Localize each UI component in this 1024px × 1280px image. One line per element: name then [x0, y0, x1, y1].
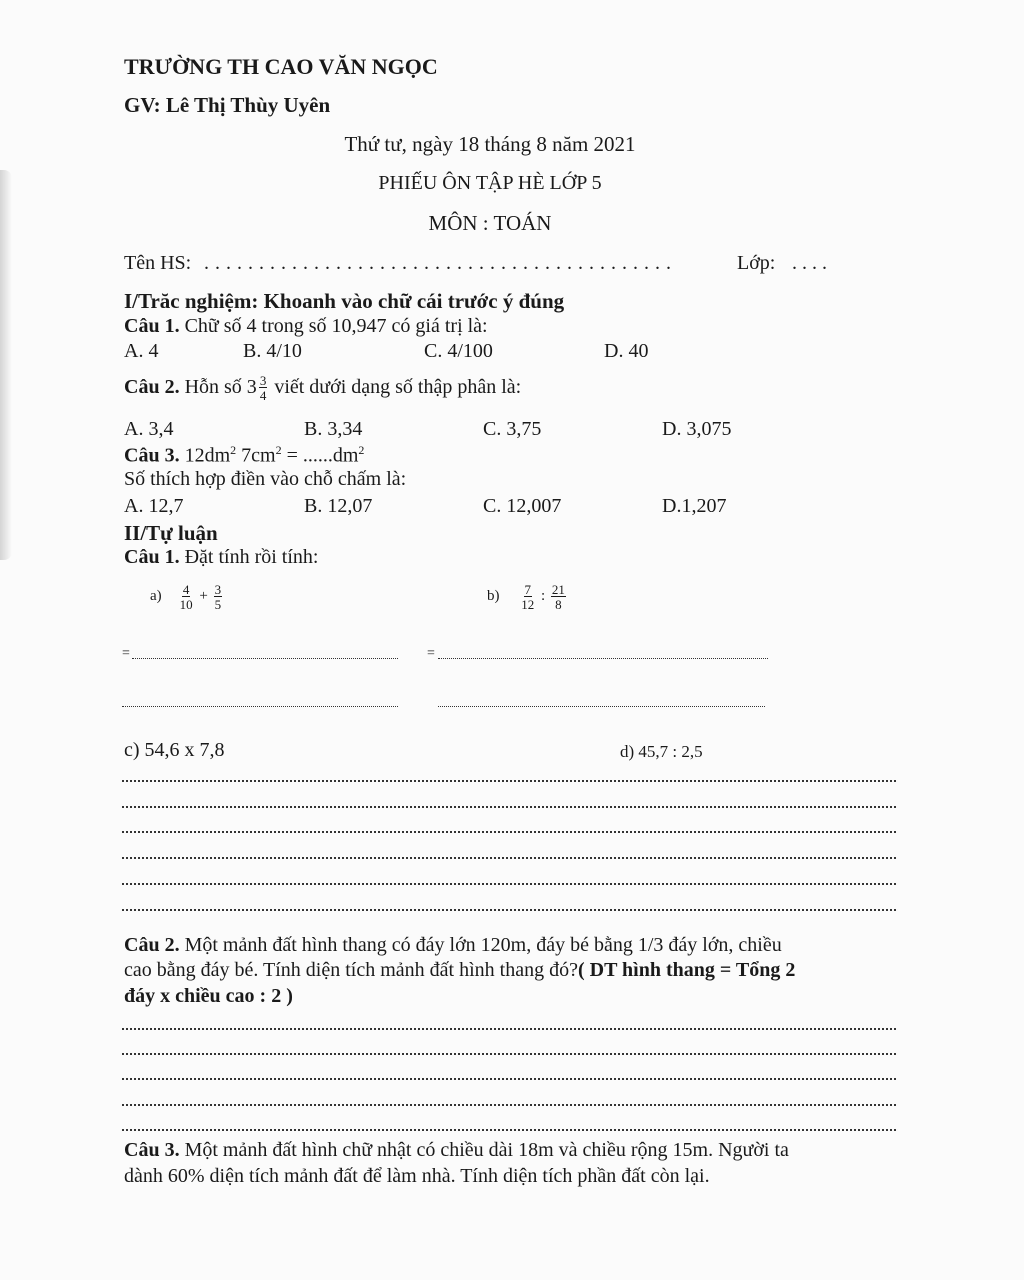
q2-option-d[interactable]: D. 3,075: [662, 418, 732, 440]
q2-line: [124, 370, 521, 404]
expr-c: c) 54,6 x 7,8: [124, 739, 225, 761]
expr-b-op: :: [541, 588, 546, 604]
q1-option-b[interactable]: B. 4/10: [243, 340, 302, 362]
answer-line-q2-3[interactable]: [122, 1078, 896, 1080]
answer-line-cd1[interactable]: [122, 780, 896, 782]
q1-line: [124, 315, 488, 338]
expr-b-num2: 21: [551, 581, 565, 597]
q3-sup-c: 2: [358, 443, 365, 457]
p2-q2-text2a: cao bằng đáy bé. Tính diện tích mảnh đất hình thang đó?: [124, 959, 578, 981]
worksheet-title: PHIẾU ÔN TẬP HÈ LỚP 5: [378, 172, 602, 194]
expr-a-num1: 4: [182, 581, 190, 597]
q2-option-b[interactable]: B. 3,34: [304, 418, 363, 440]
q3-expr-a: 12dm: [184, 444, 231, 467]
answer-line-q2-1[interactable]: [122, 1028, 896, 1030]
answer-line-q2-4[interactable]: [122, 1104, 896, 1106]
q1-text: Chữ số 4 trong số 10,947 có giá trị là:: [184, 315, 488, 337]
expr-a-frac1: [179, 583, 194, 611]
p2-q3-line2: dành 60% diện tích mảnh đất để làm nhà. Tính diện tích phần đất còn lại.: [124, 1165, 710, 1187]
p2-q2-line2: [124, 959, 795, 982]
q3-option-c[interactable]: C. 12,007: [483, 495, 562, 517]
q2-label: Câu 2.: [124, 376, 180, 398]
p2-q2-line3: đáy x chiều cao : 2 ): [124, 985, 293, 1007]
part2-heading: II/Tự luận: [124, 521, 218, 545]
expr-b-label: b): [487, 588, 500, 604]
answer-line-q2-2[interactable]: [122, 1053, 896, 1055]
answer-line-q2-5[interactable]: [122, 1129, 896, 1131]
student-name-label: Tên HS:: [124, 252, 192, 274]
expr-b: [487, 574, 568, 618]
answer-line-b2[interactable]: [438, 706, 765, 707]
answer-line-cd2[interactable]: [122, 806, 896, 808]
expr-b-num1: 7: [524, 581, 531, 597]
expr-b-frac1: [520, 583, 535, 611]
q3-text: Số thích hợp điền vào chỗ chấm là:: [124, 468, 407, 490]
answer-line-cd4[interactable]: [122, 857, 896, 859]
q1-label: Câu 1.: [124, 315, 180, 337]
school-name: TRƯỜNG TH CAO VĂN NGỌC: [124, 54, 438, 79]
student-name-field[interactable]: . . . . . . . . . . . . . . . . . . . . . . . . . . . . . . . . . . . . . . . . . . .: [204, 252, 672, 274]
q1-option-d[interactable]: D. 40: [604, 340, 649, 362]
teacher-name: GV: Lê Thị Thùy Uyên: [124, 93, 331, 117]
expr-a-op: +: [199, 588, 208, 604]
p2-q3-line1: [124, 1139, 789, 1162]
q3-line: [124, 443, 364, 468]
q3-option-d[interactable]: D.1,207: [662, 495, 727, 517]
q2-text-before: Hỗn số 3: [184, 376, 257, 398]
expr-b-frac2: [551, 583, 566, 611]
q2-option-c[interactable]: C. 3,75: [483, 418, 542, 440]
answer-line-cd6[interactable]: [122, 909, 896, 911]
p2-q2-label: Câu 2.: [124, 934, 180, 956]
q2-frac-den: 4: [259, 388, 267, 404]
expr-b-den2: 8: [555, 596, 562, 612]
eq-sign-b: =: [427, 646, 435, 661]
p2-q1-label: Câu 1.: [124, 546, 180, 568]
expr-d: d) 45,7 : 2,5: [620, 742, 703, 761]
answer-line-cd3[interactable]: [122, 831, 896, 833]
subject-title: MÔN : TOÁN: [428, 211, 552, 235]
eq-sign-a: =: [122, 646, 130, 661]
p2-q3-text1: Một mảnh đất hình chữ nhật có chiều dài 18m và chiều rộng 15m. Người ta: [184, 1139, 789, 1161]
q2-text-after: viết dưới dạng số thập phân là:: [274, 376, 522, 398]
p2-q2-line1: [124, 934, 782, 957]
expr-a-den1: 10: [179, 596, 193, 612]
answer-line-a2[interactable]: [122, 706, 398, 707]
p2-q2-text1: Một mảnh đất hình thang có đáy lớn 120m, đáy bé bằng 1/3 đáy lớn, chiều: [184, 934, 782, 956]
p2-q3-label: Câu 3.: [124, 1139, 180, 1161]
class-field[interactable]: . . . .: [792, 252, 827, 274]
q1-option-a[interactable]: A. 4: [124, 340, 159, 362]
expr-a-frac2: [214, 583, 223, 611]
p2-q1-line: [124, 546, 318, 569]
answer-line-cd5[interactable]: [122, 883, 896, 885]
q3-option-a[interactable]: A. 12,7: [124, 495, 184, 517]
q3-expr-c: = ......dm: [281, 444, 359, 467]
q2-option-a[interactable]: A. 3,4: [124, 418, 174, 440]
answer-line-b1[interactable]: [438, 658, 768, 659]
expr-a-num2: 3: [214, 581, 222, 597]
q3-sup-a: 2: [230, 443, 237, 457]
expr-b-den1: 12: [521, 596, 535, 612]
part1-heading: I/Trăc nghiệm: Khoanh vào chữ cái trước ý đúng: [124, 289, 565, 313]
expr-a: [150, 574, 224, 618]
q2-frac-num: 3: [259, 373, 267, 389]
q2-fraction: [259, 374, 268, 402]
answer-line-a1[interactable]: [132, 658, 398, 659]
p2-q2-text2b: ( DT hình thang = Tổng 2: [577, 959, 796, 981]
date-line: Thứ tư, ngày 18 tháng 8 năm 2021: [344, 132, 636, 156]
q3-option-b[interactable]: B. 12,07: [304, 495, 373, 517]
p2-q1-text: Đặt tính rồi tính:: [184, 546, 319, 568]
q3-sup-b: 2: [275, 443, 282, 457]
expr-a-label: a): [150, 588, 162, 604]
q3-expr-b: 7cm: [236, 444, 276, 467]
q1-option-c[interactable]: C. 4/100: [424, 340, 493, 362]
expr-a-den2: 5: [214, 596, 222, 612]
q3-label: Câu 3.: [124, 444, 180, 467]
class-label: Lớp:: [737, 252, 776, 274]
